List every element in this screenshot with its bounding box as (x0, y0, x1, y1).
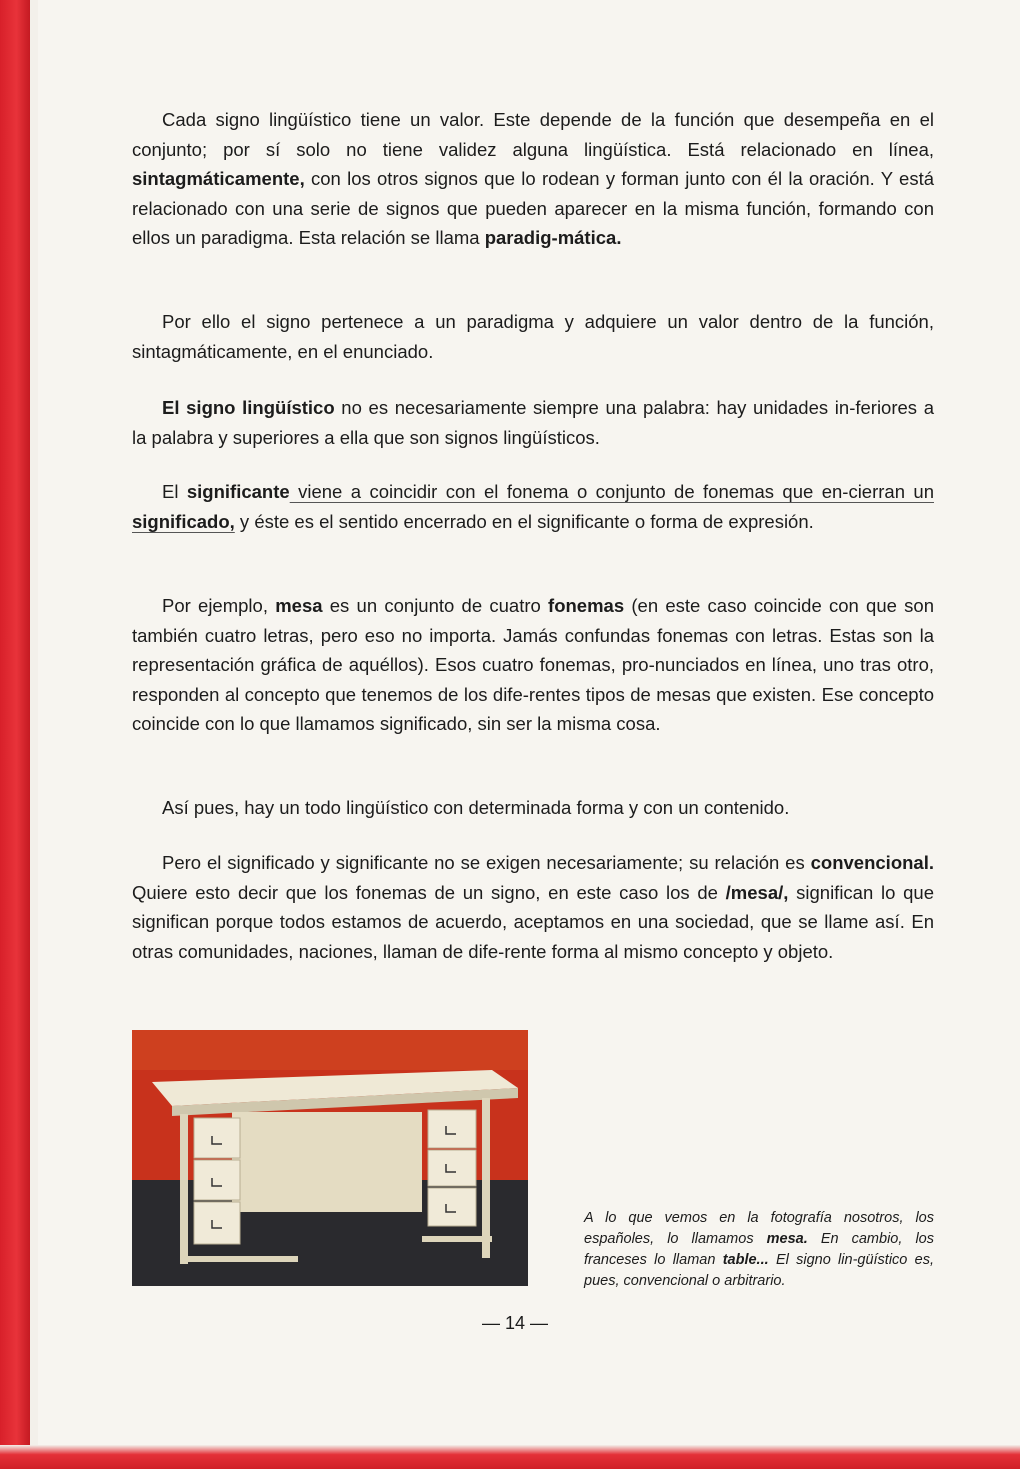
caption-text: En cambio, los franceses lo llaman (584, 1231, 934, 1268)
paragraph-todo-linguistico (132, 793, 934, 823)
text: y éste es el sentido encerrado en el significante o forma de expresión. (234, 510, 814, 532)
drawer (194, 1202, 240, 1244)
desk-leg-left (180, 1114, 188, 1264)
term-significado: significado, (132, 510, 235, 532)
text: Pero el significado y significante no se exigen necesariamente; su relación es (162, 852, 811, 873)
term-fonemas: fonemas (548, 595, 625, 616)
drawer (428, 1150, 476, 1186)
drawer (194, 1160, 240, 1200)
caption-term-mesa: mesa. (766, 1231, 808, 1247)
desk-base-right (422, 1236, 492, 1242)
paragraph-signo-linguistico (132, 393, 934, 452)
text: es un conjunto de cuatro (322, 595, 549, 616)
term-mesa: mesa (275, 595, 323, 616)
paragraph-paradigma (132, 307, 934, 366)
caption-term-table: table... (722, 1252, 769, 1268)
caption-text: A lo que vemos en la fotografía nosotros, los españoles, lo llamamos (584, 1210, 934, 1247)
term-mesa-slashes: /mesa/, (725, 881, 789, 903)
drawer (428, 1110, 476, 1148)
term-paradigmatica: paradig-mática. (484, 227, 622, 248)
text: no es necesariamente siempre una palabra: hay unidades in-feriores a la palabra y superiores a ella que son signos lingüísticos. (132, 397, 934, 448)
text: El (162, 481, 187, 502)
term-signo-linguistico: El signo lingüístico (162, 397, 335, 418)
drawer (428, 1188, 476, 1226)
book-bottom-edge (0, 1445, 1020, 1469)
desk-photo (132, 1030, 528, 1286)
caption-text: El signo lin-güístico es, pues, convencional o arbitrario. (584, 1252, 934, 1289)
page-number: — 14 — (481, 1313, 549, 1333)
photo-caption (584, 1208, 934, 1292)
photo-wall-light (132, 1030, 528, 1070)
paragraph-significante (132, 477, 934, 536)
text: Por ello el signo pertenece a un paradigma y adquiere un valor dentro de la función, sintagmáticamente, en el enunciado. (132, 311, 934, 362)
desk-modesty-panel (232, 1112, 422, 1212)
desk-leg-right (482, 1098, 490, 1258)
desk-illustration (132, 1030, 528, 1286)
paragraph-valor (132, 105, 934, 253)
text: Por ejemplo, (162, 595, 276, 616)
desk-base-left (180, 1256, 298, 1262)
drawer (194, 1118, 240, 1158)
text: significan lo que significan porque todos estamos de acuerdo, aceptamos en una sociedad, que se llame así. En otras comunidades, naciones, llaman de dife-rente forma al mismo concepto y objeto. (132, 881, 934, 962)
term-significante: significante (186, 481, 290, 502)
text: Así pues, hay un todo lingüístico con determinada forma y con un contenido. (162, 797, 790, 818)
text-underlined: viene a coincidir con el fonema o conjunto de fonemas que en-cierran un (289, 481, 934, 502)
text: (en este caso coincide con que son también cuatro letras, pero eso no importa. Jamás confundas fonemas con letras. Estas son la representación gráfica de aquéllos). Esos cuatro fonemas, pro-nunciados en línea, uno tras otro, responden al concepto que tenemos de los dife-rentes tipos de mesas que existen. Ese concepto coincide con lo que llamamos significado, sin ser la misma cosa. (132, 595, 934, 734)
paragraph-convencional (132, 848, 934, 966)
text: con los otros signos que lo rodean y forman junto con él la oración. Y está relacionado con una serie de signos que pueden aparecer en la misma función, formando con ellos un paradigma. Esta relación se llama (132, 168, 934, 248)
paragraph-ejemplo-mesa (132, 591, 934, 739)
term-convencional: convencional. (810, 852, 934, 873)
text: Quiere esto decir que los fonemas de un signo, en este caso los de (132, 881, 726, 903)
book-spine (0, 0, 30, 1469)
text: Cada signo lingüístico tiene un valor. Este depende de la función que desempeña en el conjunto; por sí solo no tiene validez alguna lingüística. Está relacionado en línea, (132, 109, 934, 160)
term-sintagmaticamente: sintagmáticamente, (132, 168, 305, 189)
